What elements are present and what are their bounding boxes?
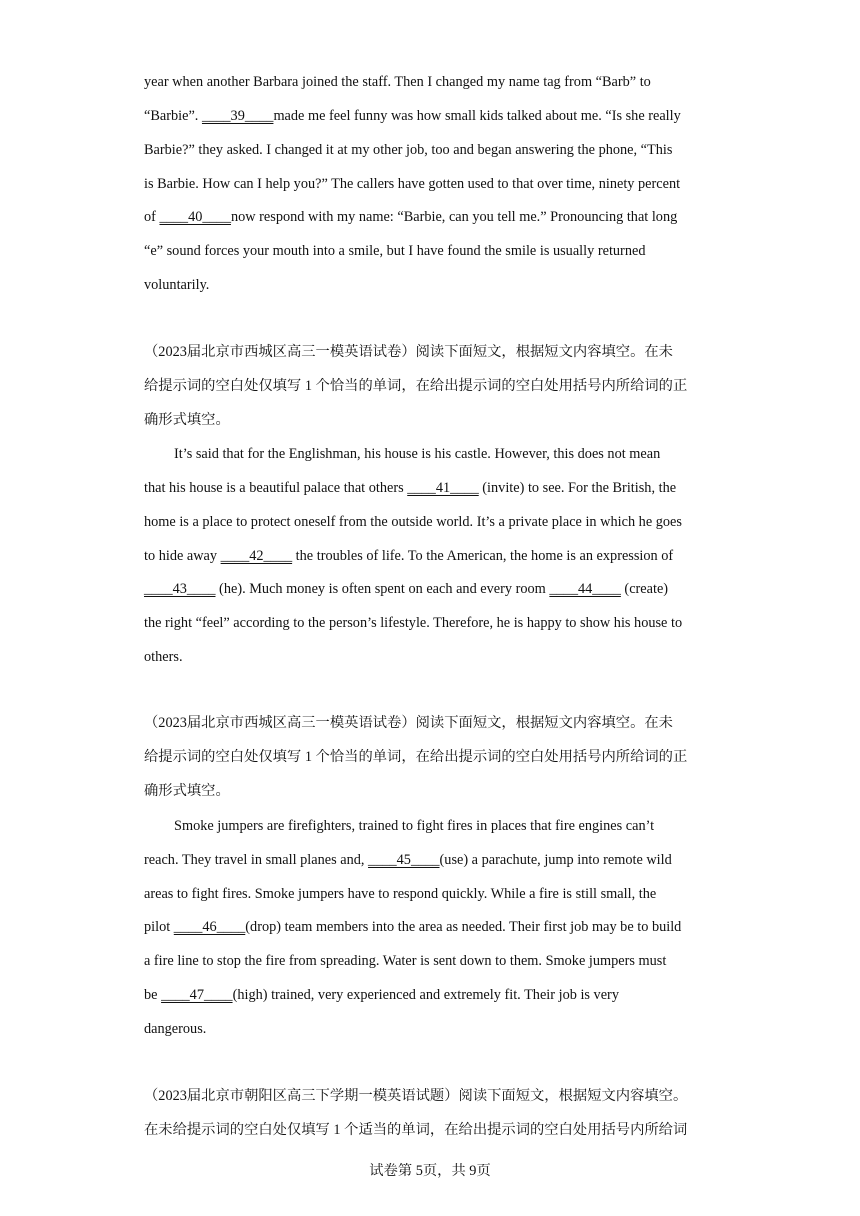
text-line: that his house is a beautiful palace that others ____41____ (invite) to see. For the British, the [144,480,677,496]
text-line: home is a place to protect oneself from the outside world. It’s a private place in which he goes [144,514,682,530]
text-line: year when another Barbara joined the staff. Then I changed my name tag from “Barb” to [144,74,651,90]
section-instructions: 确形式填空。 [144,783,230,799]
blank-45[interactable]: ____45____ [368,852,440,868]
section-instructions: （2023届北京市西城区高三一模英语试卷）阅读下面短文，根据短文内容填空。在未 [144,715,673,731]
blank-46[interactable]: ____46____ [173,919,246,935]
section-instructions: 确形式填空。 [144,412,230,428]
text-line: dangerous. [144,1021,207,1037]
text-line: the right “feel” according to the person’s lifestyle. Therefore, he is happy to show his house to [144,615,683,631]
text-line: others. [144,649,183,665]
text-line: be ____47____(high) trained, very experienced and extremely fit. Their job is very [144,987,619,1003]
blank-43[interactable]: ____43____ [144,581,216,597]
text-line: Barbie?” they asked. I changed it at my other job, too and began answering the phone, “This [144,142,673,158]
text-line: “e” sound forces your mouth into a smile, but I have found the smile is usually returned [144,243,646,259]
blank-42[interactable]: ____42____ [220,548,293,564]
text-line: areas to fight fires. Smoke jumpers have to respond quickly. While a fire is still small, the [144,886,657,902]
blank-44[interactable]: ____44____ [549,581,621,597]
blank-39[interactable]: ____39____ [201,108,274,124]
section-instructions: 在未给提示词的空白处仅填写 1 个适当的单词，在给出提示词的空白处用括号内所给词 [144,1122,688,1138]
blank-47[interactable]: ____47____ [161,987,233,1003]
text-line: is Barbie. How can I help you?” The callers have gotten used to that over time, ninety percent [144,176,681,192]
section-instructions: （2023届北京市西城区高三一模英语试卷）阅读下面短文，根据短文内容填空。在未 [144,344,673,360]
text-line: Smoke jumpers are firefighters, trained to fight fires in places that fire engines can’t [174,818,655,834]
page-footer: 试卷第 5页，共 9页 [369,1163,491,1179]
text-line: of ____40____now respond with my name: “Barbie, can you tell me.” Pronouncing that long [144,209,678,225]
text-line: pilot ____46____(drop) team members into the area as needed. Their first job may be to build [144,919,682,935]
blank-41[interactable]: ____41____ [407,480,479,496]
section-instructions: 给提示词的空白处仅填写 1 个恰当的单词，在给出提示词的空白处用括号内所给词的正 [144,749,688,765]
section-instructions: 给提示词的空白处仅填写 1 个恰当的单词，在给出提示词的空白处用括号内所给词的正 [144,378,688,394]
text-line: to hide away ____42____ the troubles of life. To the American, the home is an expression of [144,548,674,564]
text-line: ____43____ (he). Much money is often spent on each and every room ____44____ (create) [144,581,669,597]
text-line: It’s said that for the Englishman, his house is his castle. However, this does not mean [174,446,661,462]
text-line: reach. They travel in small planes and, ____45____(use) a parachute, jump into remote wild [144,852,672,868]
text-line: voluntarily. [144,277,210,293]
blank-40[interactable]: ____40____ [159,209,231,225]
text-line: “Barbie”. ____39____made me feel funny was how small kids talked about me. “Is she really [144,108,681,124]
text-line: a fire line to stop the fire from spreading. Water is sent down to them. Smoke jumpers must [144,953,667,969]
section-instructions: （2023届北京市朝阳区高三下学期一模英语试题）阅读下面短文，根据短文内容填空。 [144,1088,688,1104]
